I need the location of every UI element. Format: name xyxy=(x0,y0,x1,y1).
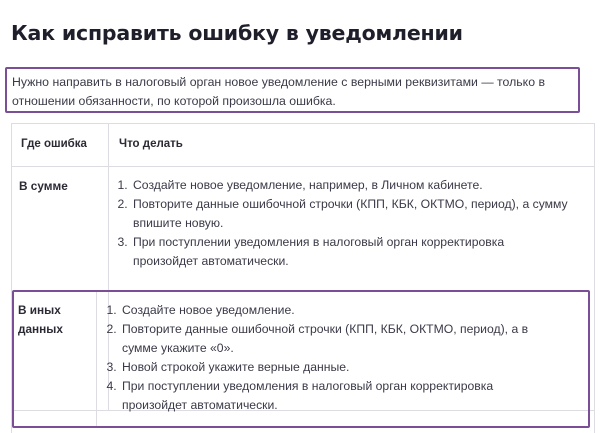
step-item: 2. Повторите данные ошибочной строчки (КПП, КБК, ОКТМО, период), а в сумме укажите «0». xyxy=(120,320,560,358)
step-item: 1. Создайте новое уведомление. xyxy=(120,301,560,320)
row-label-sum: В сумме xyxy=(19,179,68,193)
column-divider xyxy=(96,292,97,426)
intro-callout xyxy=(5,67,580,113)
intro-text: Нужно направить в налоговый орган новое уведомление с верными реквизитами — только в отношении обязанности, по которой произошла ошибка. xyxy=(12,75,545,108)
step-item: 3. Новой строкой укажите верные данные. xyxy=(120,358,560,377)
steps-list-other-data xyxy=(106,301,560,415)
row-label-other-data: В иных данных xyxy=(18,303,63,336)
column-header-where: Где ошибка xyxy=(21,138,87,150)
step-item: 3. При поступлении уведомления в налоговый орган корректировка произойдет автоматически. xyxy=(131,233,571,271)
steps-list-sum xyxy=(117,176,571,271)
column-header-what: Что делать xyxy=(119,138,183,150)
header-cell-where xyxy=(12,124,109,166)
table-header-row xyxy=(12,124,594,167)
page-title: Как исправить ошибку в уведомлении xyxy=(11,21,463,45)
step-item: 1. Создайте новое уведомление, например, в Личном кабинете. xyxy=(131,176,571,195)
step-item: 2. Повторите данные ошибочной строчки (КПП, КБК, ОКТМО, период), а сумму впишите новую. xyxy=(131,195,571,233)
table-row-other-data xyxy=(12,290,590,428)
step-item: 4. При поступлении уведомления в налоговый орган корректировка произойдет автоматически. xyxy=(120,377,560,415)
